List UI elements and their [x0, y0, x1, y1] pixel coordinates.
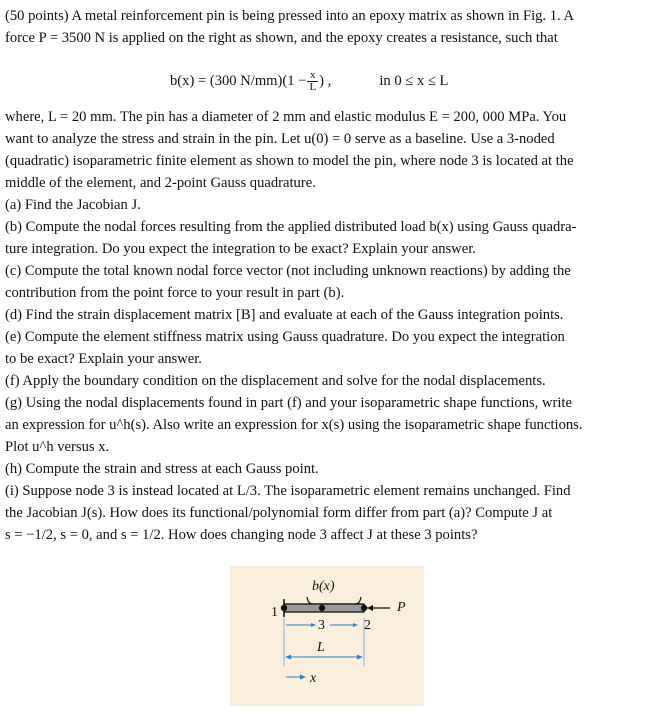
equation-lhs: b(x) = (300 N/mm)(1 − — [170, 72, 307, 89]
part-f: (f) Apply the boundary condition on the displacement and solve for the nodal displacements. — [5, 373, 546, 389]
problem-line-3: where, L = 20 mm. The pin has a diameter of 2 mm and elastic modulus E = 200, 000 MPa. You — [5, 109, 567, 125]
part-e-line-2: to be exact? Explain your answer. — [5, 351, 202, 367]
part-g-line-1: (g) Using the nodal displacements found in part (f) and your isoparametric shape functions, write — [5, 395, 572, 411]
problem-line-4: want to analyze the stress and strain in the pin. Let u(0) = 0 serve as a baseline. Use a 3-noded — [5, 131, 555, 147]
force-arrowhead — [367, 605, 373, 611]
node-3-label: 3 — [318, 618, 325, 633]
length-arrow-left — [285, 655, 291, 660]
part-c-line-2: contribution from the point force to your result in part (b). — [5, 285, 345, 301]
problem-line-5: (quadratic) isoparametric finite element as shown to model the pin, where node 3 is located at the — [5, 153, 574, 169]
equation-fraction — [307, 70, 318, 93]
force-label: P — [397, 600, 406, 615]
node-3-pointer-head — [311, 623, 316, 627]
part-b-line-2: ture integration. Do you expect the integration to be exact? Explain your answer. — [5, 241, 476, 257]
node-2-pointer-head — [353, 623, 358, 627]
part-i-line-2: the Jacobian J(s). How does its functional/polynomial form differ from part (a)? Compute J at — [5, 505, 553, 521]
length-label: L — [317, 640, 325, 655]
part-g-line-2: an expression for u^h(s). Also write an expression for x(s) using the isoparametric shape functions. — [5, 417, 583, 433]
x-axis-label: x — [310, 671, 317, 686]
node-2-marker — [361, 605, 367, 611]
node-1-marker — [281, 605, 287, 611]
pin-figure — [230, 566, 424, 706]
problem-line-1: (50 points) A metal reinforcement pin is being pressed into an epoxy matrix as shown in Fig. 1. A — [5, 8, 575, 24]
length-arrow-right — [357, 655, 363, 660]
part-d: (d) Find the strain displacement matrix [B] and evaluate at each of the Gauss integration points. — [5, 307, 564, 323]
part-g-line-3: Plot u^h versus x. — [5, 439, 110, 455]
part-b-line-1: (b) Compute the nodal forces resulting from the applied distributed load b(x) using Gauss quadra- — [5, 219, 577, 235]
pin-diagram — [230, 566, 424, 706]
node-1-label: 1 — [271, 605, 278, 620]
problem-line-2: force P = 3500 N is applied on the right as shown, and the epoxy creates a resistance, such that — [5, 30, 558, 46]
load-brace — [307, 597, 361, 604]
part-h: (h) Compute the strain and stress at each Gauss point. — [5, 461, 319, 477]
part-e-line-1: (e) Compute the element stiffness matrix using Gauss quadrature. Do you expect the integration — [5, 329, 565, 345]
fraction-numerator: x — [307, 70, 318, 82]
node-3-marker — [319, 605, 325, 611]
part-a: (a) Find the Jacobian J. — [5, 197, 141, 213]
part-c-line-1: (c) Compute the total known nodal force vector (not including unknown reactions) by adding the — [5, 263, 571, 279]
part-i-line-1: (i) Suppose node 3 is instead located at L/3. The isoparametric element remains unchanged. Find — [5, 483, 571, 499]
load-equation — [170, 70, 448, 93]
part-i-line-3: s = −1/2, s = 0, and s = 1/2. How does changing node 3 affect J at these 3 points? — [5, 527, 478, 543]
fraction-denominator: L — [309, 81, 317, 93]
x-axis-arrowhead — [300, 675, 306, 680]
node-2-label: 2 — [364, 618, 371, 633]
equation-range: in 0 ≤ x ≤ L — [379, 72, 449, 89]
equation-rhs: ) , — [319, 72, 332, 89]
load-label: b(x) — [312, 579, 335, 594]
problem-line-6: middle of the element, and 2-point Gauss quadrature. — [5, 175, 316, 191]
